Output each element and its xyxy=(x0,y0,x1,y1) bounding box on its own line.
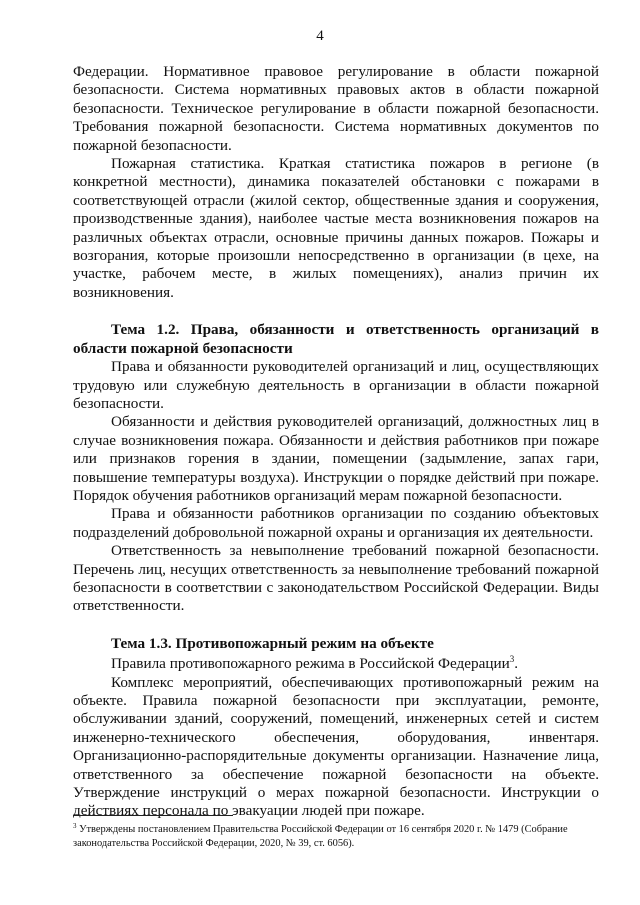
footnote xyxy=(73,823,599,851)
page-body xyxy=(73,63,599,821)
page-number: 4 xyxy=(316,28,324,44)
paragraph-regulation: Федерации. Нормативное правовое регулирование в области пожарной безопасности. Система нормативных правовых актов в области пожарной безопасности. Техническое регулирование в области пожарной безопасности. Требования пожарной безопасности. Система нормативных документов по пожарной безопасности. xyxy=(73,63,599,154)
footnote-text: Утверждены постановлением Правительства Российской Федерации от 16 сентября 2020 г. № 1479 (Собрание законодательства Российской Федерации, 2020, № 39, ст. 6056). xyxy=(73,824,568,849)
paragraph-regime-measures: Комплекс мероприятий, обеспечивающих противопожарный режим на объекте. Правила пожарной безопасности при эксплуатации, ремонте, обслуживании зданий, сооружений, помещений, инженерных сетей и систем инженерно-технического обеспечения, оборудования, инвентаря. Организационно-распорядительные документы организации. Назначение лица, ответственного за обеспечение пожарной безопасности на объекте. Утверждение инструкций о мерах пожарной безопасности. Инструкции о действиях персонала по эвакуации людей при пожаре. xyxy=(73,673,599,820)
paragraph-responsibility: Ответственность за невыполнение требований пожарной безопасности. Перечень лиц, несущих ответственность за невыполнение требований пожарной безопасности в соответствии с законодательством Российской Федерации. Виды ответственности. xyxy=(73,542,599,615)
fire-regime-rules-end: . xyxy=(514,655,519,673)
paragraph-fire-statistics: Пожарная статистика. Краткая статистика пожаров в регионе (в конкретной местности), динамика показателей обстановки с пожарами в соответствующей отрасли (жилой сектор, общественные здания и сооружения, производственные здания), наиболее частые места возникновения пожаров на различных объектах отрасли, основные причины данных пожаров. Пожары и возгорания, которые произошли непосредственно в организации (в цехе, на участке, рабочем месте, в жилых помещениях), анализ причин их возникновения. xyxy=(73,155,599,301)
footnote-divider xyxy=(73,815,233,816)
paragraph-rights-duties: Права и обязанности руководителей организаций и лиц, осуществляющих трудовую или служебную деятельность в организации в области пожарной безопасности. xyxy=(73,358,599,412)
paragraph-actions-in-fire: Обязанности и действия руководителей организаций, должностных лиц в случае возникновения пожара. Обязанности и действия работников при пожаре или признаков горения в здании, помещении (задымление, запах гари, повышение температуры воздуха). Инструкции о порядке действий при пожаре. Порядок обучения работников организаций мерам пожарной безопасности. xyxy=(73,413,599,504)
fire-regime-rules-text: Правила противопожарного режима в Российской Федерации xyxy=(111,655,510,673)
footnote-reference: 3 xyxy=(509,654,515,665)
paragraph-volunteer-units: Права и обязанности работников организации по созданию объектовых подразделений добровольной пожарной охраны и организация их деятельности. xyxy=(73,505,599,541)
section-heading-1-3: Тема 1.3. Противопожарный режим на объекте xyxy=(111,634,434,652)
footnote-mark: 3 xyxy=(73,822,77,830)
paragraph-fire-regime-rules xyxy=(73,655,599,673)
section-heading-1-2: Тема 1.2. Права, обязанности и ответственность организаций в области пожарной безопасности xyxy=(73,321,599,357)
